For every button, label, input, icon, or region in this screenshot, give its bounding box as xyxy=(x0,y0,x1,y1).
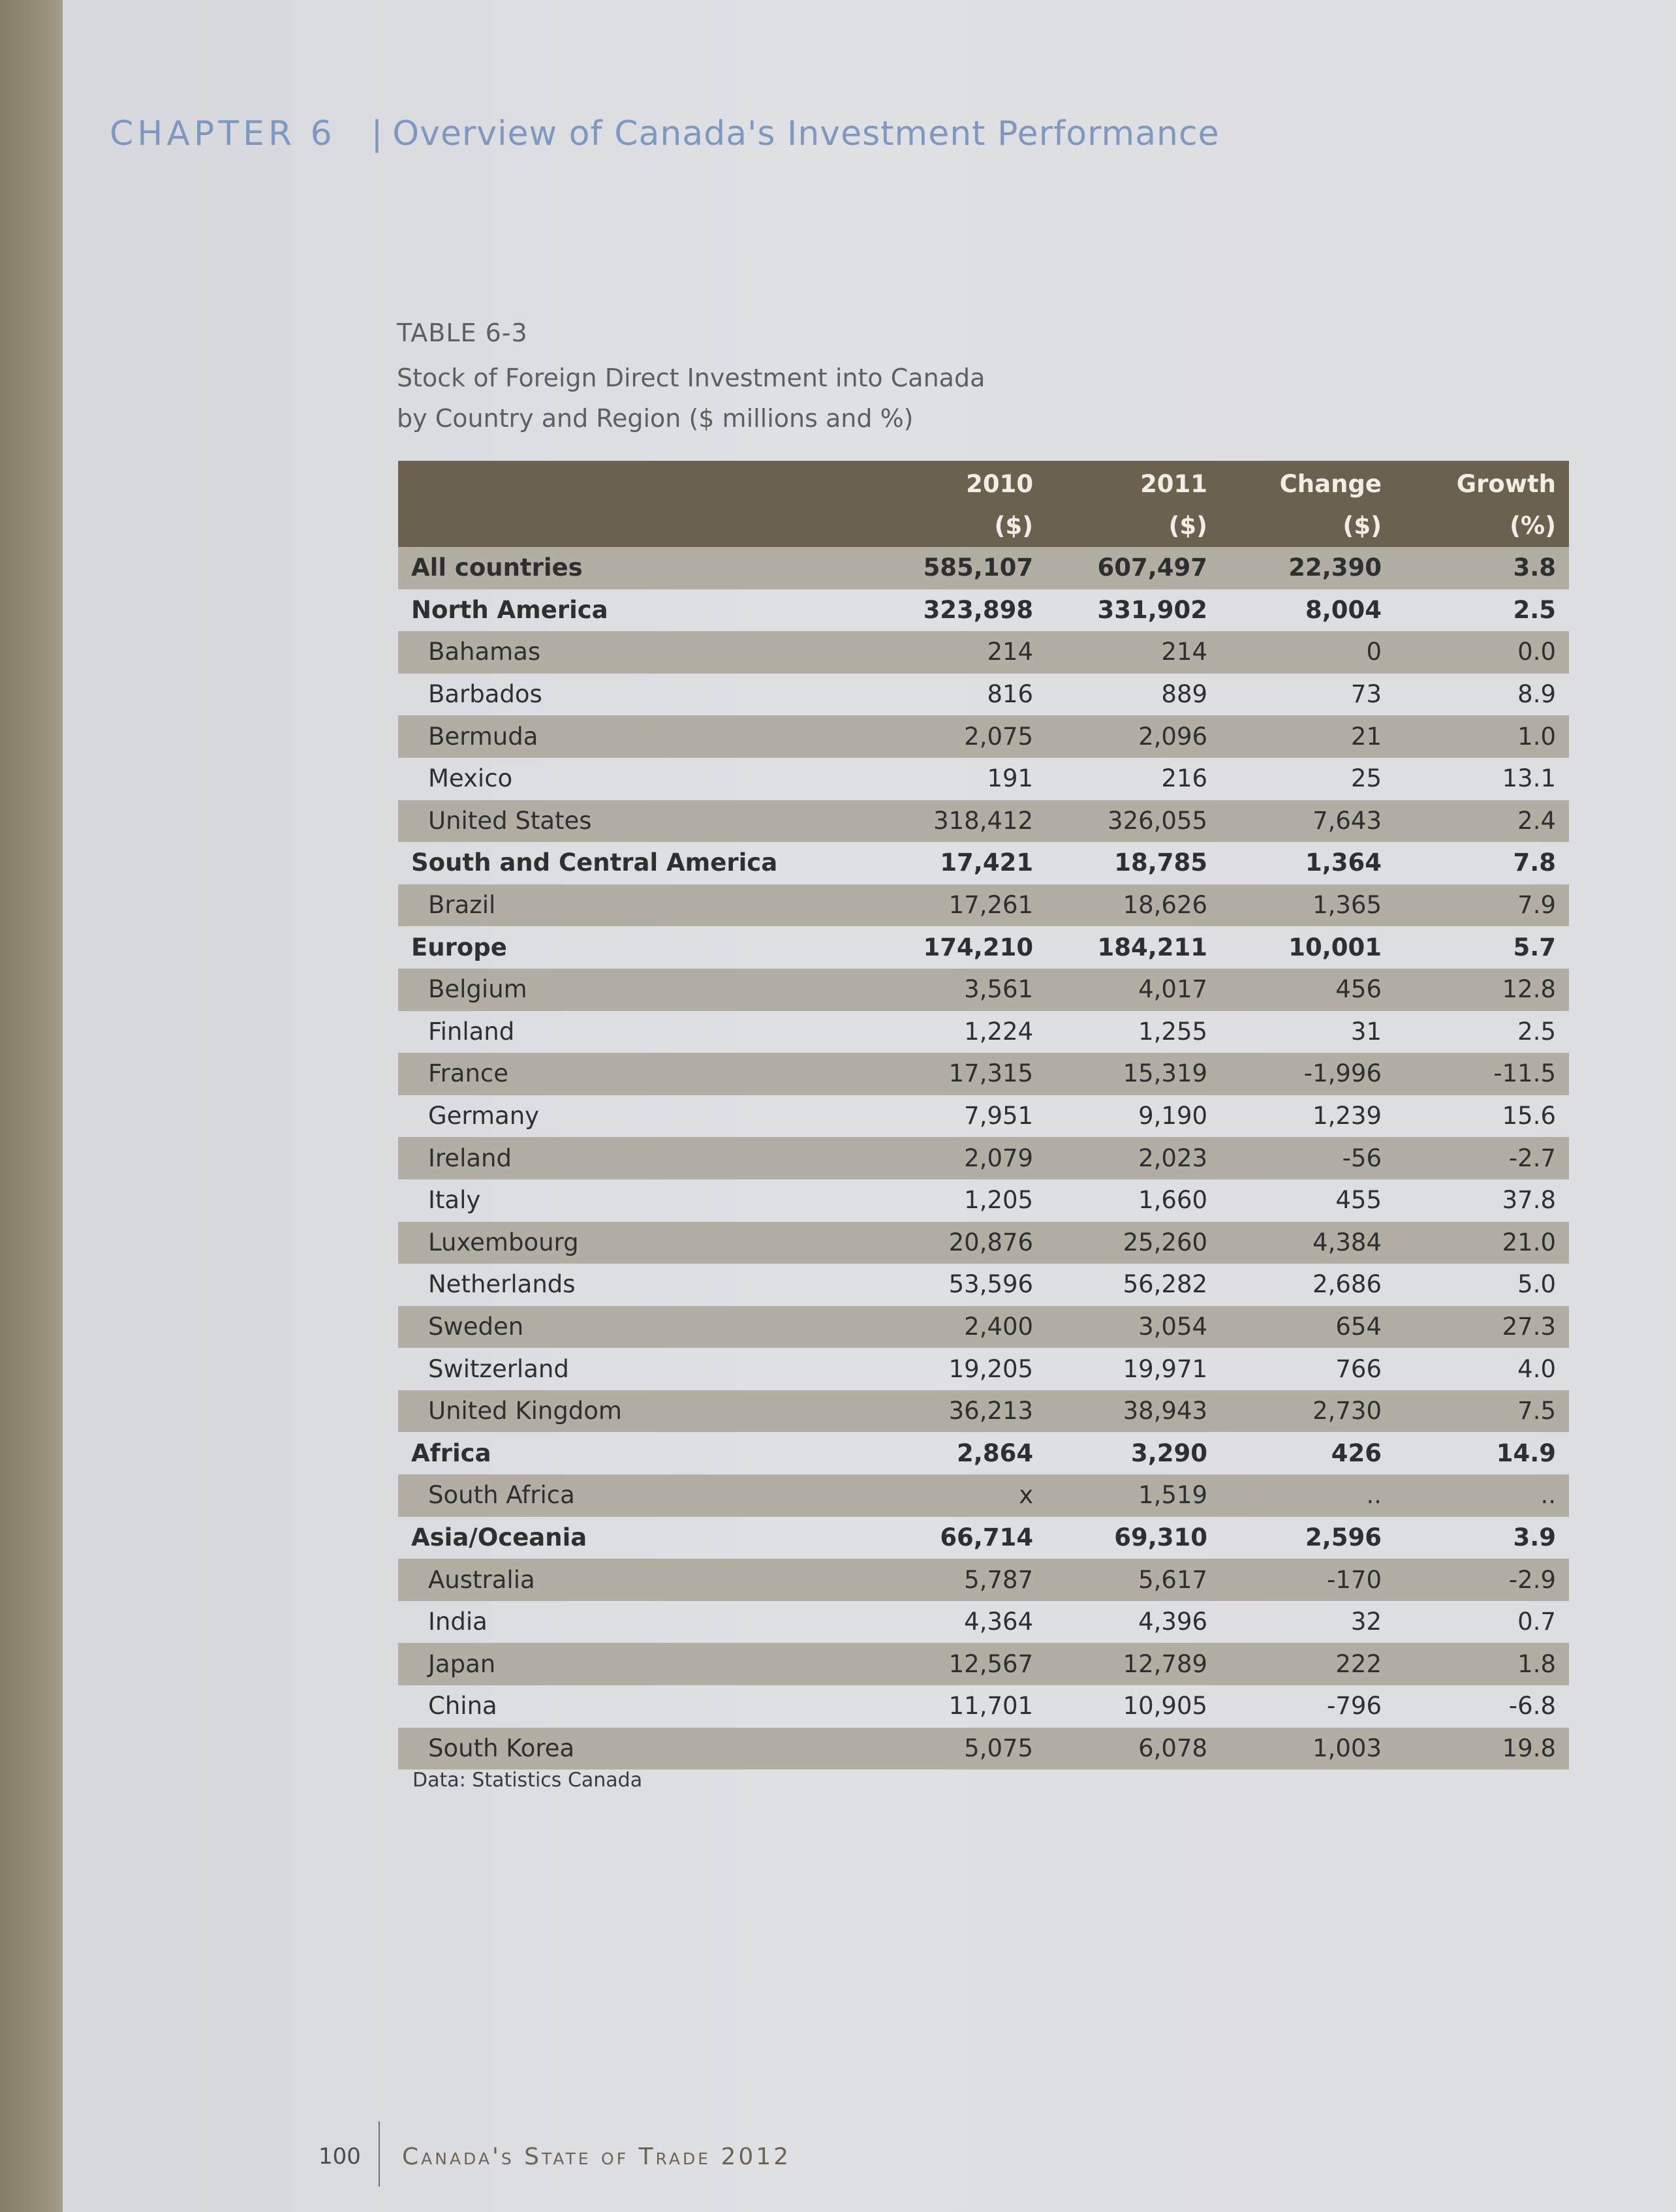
table-row xyxy=(398,1728,1569,1770)
row-label: United States xyxy=(398,800,872,843)
row-label: Luxembourg xyxy=(398,1222,872,1264)
value-2011: 9,190 xyxy=(1138,1102,1208,1130)
value-2011: 56,282 xyxy=(1123,1270,1208,1299)
value-2011: 69,310 xyxy=(1114,1523,1208,1551)
value-growth: 27.3 xyxy=(1395,1306,1569,1348)
column-header: Change xyxy=(1220,461,1395,505)
value-2011: 15,319 xyxy=(1046,1053,1220,1095)
row-label: Bermuda xyxy=(398,715,872,758)
value-growth: 1.8 xyxy=(1395,1643,1569,1685)
table-row xyxy=(398,1179,1569,1222)
value-2011: 1,255 xyxy=(1138,1017,1208,1046)
value-growth: 5.7 xyxy=(1513,933,1556,961)
value-2010: 17,261 xyxy=(872,884,1046,927)
source-note: Data: Statistics Canada xyxy=(412,1769,643,1792)
table-row xyxy=(398,1306,1569,1348)
value-growth: 14.9 xyxy=(1496,1439,1556,1467)
value-growth: 0.7 xyxy=(1517,1608,1556,1636)
table-row xyxy=(398,1559,1569,1601)
value-2010: 12,567 xyxy=(872,1643,1046,1685)
value-change: 766 xyxy=(1335,1354,1382,1383)
value-2010: 2,079 xyxy=(872,1137,1046,1179)
value-2011: 18,626 xyxy=(1046,884,1220,927)
header-blank xyxy=(398,505,872,547)
value-2011: 4,017 xyxy=(1046,969,1220,1011)
value-2011: 4,396 xyxy=(1138,1608,1208,1636)
row-label: North America xyxy=(411,595,608,624)
value-growth: 2.5 xyxy=(1517,1017,1556,1046)
value-growth: 3.8 xyxy=(1395,547,1569,589)
column-unit: ($) xyxy=(1046,505,1220,547)
value-growth: 7.8 xyxy=(1513,849,1556,877)
value-change: 455 xyxy=(1335,1186,1382,1215)
row-label: Asia/Oceania xyxy=(411,1523,587,1551)
row-label: Japan xyxy=(398,1643,872,1685)
row-label: France xyxy=(398,1053,872,1095)
table-header xyxy=(398,461,1569,547)
table-row xyxy=(398,674,1569,716)
row-label: Finland xyxy=(428,1017,515,1046)
column-header: Growth xyxy=(1395,461,1569,505)
row-label: China xyxy=(428,1692,497,1721)
fdi-table xyxy=(398,461,1569,1769)
value-2010: 20,876 xyxy=(872,1222,1046,1264)
value-change: -1,996 xyxy=(1220,1053,1395,1095)
value-2011: 889 xyxy=(1161,680,1208,709)
value-growth: 1.0 xyxy=(1395,715,1569,758)
value-change: 426 xyxy=(1331,1439,1382,1467)
page-number: 100 xyxy=(318,2143,361,2170)
publication-title: Canada's State of Trade 2012 xyxy=(402,2143,792,2170)
table-row xyxy=(398,1137,1569,1179)
value-growth: -11.5 xyxy=(1395,1053,1569,1095)
value-2011: 12,789 xyxy=(1046,1643,1220,1685)
value-change: 25 xyxy=(1350,764,1382,793)
row-label: Sweden xyxy=(398,1306,872,1348)
row-label: South Korea xyxy=(398,1728,872,1770)
footer-divider xyxy=(379,2121,380,2187)
chapter-header xyxy=(110,111,1220,157)
table-row xyxy=(398,1601,1569,1643)
value-growth: -2.9 xyxy=(1395,1559,1569,1601)
row-label: South Africa xyxy=(398,1474,872,1517)
header-row-top xyxy=(398,461,1569,505)
table-row xyxy=(398,969,1569,1011)
row-label: Bahamas xyxy=(398,631,872,674)
value-2010: 2,075 xyxy=(872,715,1046,758)
value-change: 222 xyxy=(1220,1643,1395,1685)
value-2010: 2,400 xyxy=(872,1306,1046,1348)
value-2010: 191 xyxy=(987,764,1034,793)
value-growth: 15.6 xyxy=(1502,1102,1556,1130)
value-change: 7,643 xyxy=(1220,800,1395,843)
table-body xyxy=(398,547,1569,1769)
table-row xyxy=(398,631,1569,674)
chapter-title: Overview of Canada's Investment Performance xyxy=(392,114,1220,153)
value-2011: 3,054 xyxy=(1046,1306,1220,1348)
value-2011: 2,023 xyxy=(1046,1137,1220,1179)
table-row xyxy=(398,800,1569,843)
value-change: 10,001 xyxy=(1288,933,1382,961)
table-label: TABLE 6-3 xyxy=(397,319,528,347)
row-label: Ireland xyxy=(398,1137,872,1179)
value-growth: .. xyxy=(1395,1474,1569,1517)
value-growth: 13.1 xyxy=(1502,764,1556,793)
value-2010: 4,364 xyxy=(964,1608,1034,1636)
value-2011: 5,617 xyxy=(1046,1559,1220,1601)
column-unit: ($) xyxy=(1220,505,1395,547)
value-change: 21 xyxy=(1220,715,1395,758)
value-2010: x xyxy=(872,1474,1046,1517)
row-label: India xyxy=(428,1608,488,1636)
table-row xyxy=(398,1011,1569,1053)
value-change: 22,390 xyxy=(1220,547,1395,589)
value-2010: 11,701 xyxy=(948,1692,1034,1721)
row-label: Brazil xyxy=(398,884,872,927)
value-growth: 7.5 xyxy=(1395,1390,1569,1433)
row-label: Switzerland xyxy=(428,1354,569,1383)
table-row xyxy=(398,1222,1569,1264)
table-title xyxy=(397,358,985,439)
value-2011: 3,290 xyxy=(1131,1439,1208,1467)
row-label: United Kingdom xyxy=(398,1390,872,1433)
value-2010: 5,787 xyxy=(872,1559,1046,1601)
value-growth: -2.7 xyxy=(1395,1137,1569,1179)
value-2011: 607,497 xyxy=(1046,547,1220,589)
value-growth: 0.0 xyxy=(1395,631,1569,674)
value-2010: 53,596 xyxy=(948,1270,1034,1299)
column-header: 2010 xyxy=(872,461,1046,505)
header-row-units xyxy=(398,505,1569,547)
value-change: 456 xyxy=(1220,969,1395,1011)
value-2011: 331,902 xyxy=(1097,595,1208,624)
value-2011: 1,519 xyxy=(1046,1474,1220,1517)
value-change: 1,239 xyxy=(1312,1102,1382,1130)
column-header: 2011 xyxy=(1046,461,1220,505)
value-growth: -6.8 xyxy=(1508,1692,1556,1721)
value-2010: 17,315 xyxy=(872,1053,1046,1095)
value-change: 31 xyxy=(1350,1017,1382,1046)
table-row xyxy=(398,547,1569,589)
table-row xyxy=(398,1432,1569,1474)
value-growth: 4.0 xyxy=(1517,1354,1556,1383)
row-label: All countries xyxy=(398,547,872,589)
value-2010: 5,075 xyxy=(872,1728,1046,1770)
value-2011: 326,055 xyxy=(1046,800,1220,843)
value-change: -170 xyxy=(1220,1559,1395,1601)
value-change: 32 xyxy=(1350,1608,1382,1636)
value-growth: 3.9 xyxy=(1513,1523,1556,1551)
value-2010: 816 xyxy=(987,680,1034,709)
table-row xyxy=(398,1474,1569,1517)
value-change: 8,004 xyxy=(1305,595,1382,624)
value-change: 2,686 xyxy=(1312,1270,1382,1299)
value-2011: 10,905 xyxy=(1123,1692,1208,1721)
row-label: Germany xyxy=(428,1102,540,1130)
value-2011: 38,943 xyxy=(1046,1390,1220,1433)
table-row xyxy=(398,1095,1569,1138)
value-2011: 1,660 xyxy=(1138,1186,1208,1215)
row-label: Mexico xyxy=(428,764,513,793)
value-2011: 214 xyxy=(1046,631,1220,674)
row-label: Africa xyxy=(411,1439,491,1467)
value-2010: 1,205 xyxy=(964,1186,1034,1215)
value-2010: 2,864 xyxy=(957,1439,1034,1467)
value-growth: 8.9 xyxy=(1517,680,1556,709)
value-change: -56 xyxy=(1220,1137,1395,1179)
value-2011: 19,971 xyxy=(1123,1354,1208,1383)
value-growth: 19.8 xyxy=(1395,1728,1569,1770)
value-growth: 2.5 xyxy=(1513,595,1556,624)
value-2011: 2,096 xyxy=(1046,715,1220,758)
value-growth: 21.0 xyxy=(1395,1222,1569,1264)
value-growth: 37.8 xyxy=(1502,1186,1556,1215)
value-2011: 216 xyxy=(1161,764,1208,793)
value-2010: 17,421 xyxy=(940,849,1034,877)
value-2011: 25,260 xyxy=(1046,1222,1220,1264)
value-growth: 12.8 xyxy=(1395,969,1569,1011)
table-row xyxy=(398,842,1569,884)
header-separator: | xyxy=(371,114,384,153)
table-row xyxy=(398,1390,1569,1433)
value-change: 654 xyxy=(1220,1306,1395,1348)
value-growth: 2.4 xyxy=(1395,800,1569,843)
book-spine xyxy=(0,0,63,2212)
value-change: 1,003 xyxy=(1220,1728,1395,1770)
value-2011: 184,211 xyxy=(1097,933,1208,961)
value-change: 2,730 xyxy=(1220,1390,1395,1433)
table-row xyxy=(398,589,1569,632)
value-2010: 318,412 xyxy=(872,800,1046,843)
value-change: -796 xyxy=(1327,1692,1382,1721)
table-title-line-1: Stock of Foreign Direct Investment into Canada xyxy=(397,364,985,392)
row-label: South and Central America xyxy=(411,849,778,877)
table-row xyxy=(398,926,1569,969)
row-label: Europe xyxy=(411,933,507,961)
table-row xyxy=(398,1643,1569,1685)
value-2011: 18,785 xyxy=(1114,849,1208,877)
row-label: Australia xyxy=(398,1559,872,1601)
table-row xyxy=(398,715,1569,758)
value-growth: 7.9 xyxy=(1395,884,1569,927)
value-change: 4,384 xyxy=(1220,1222,1395,1264)
table-row xyxy=(398,1685,1569,1728)
value-2010: 323,898 xyxy=(923,595,1034,624)
value-2010: 1,224 xyxy=(964,1017,1034,1046)
column-unit: ($) xyxy=(872,505,1046,547)
table-caption xyxy=(397,313,985,439)
value-change: 73 xyxy=(1350,680,1382,709)
table-row xyxy=(398,1264,1569,1306)
row-label: Barbados xyxy=(428,680,542,709)
value-change: 2,596 xyxy=(1305,1523,1382,1551)
value-change: 1,364 xyxy=(1305,849,1382,877)
column-unit: (%) xyxy=(1395,505,1569,547)
table-row xyxy=(398,758,1569,800)
row-label: Netherlands xyxy=(428,1270,576,1299)
row-label: Italy xyxy=(428,1186,481,1215)
header-blank xyxy=(398,461,872,505)
value-2010: 19,205 xyxy=(948,1354,1034,1383)
value-2010: 36,213 xyxy=(872,1390,1046,1433)
table-row xyxy=(398,1517,1569,1559)
value-2010: 66,714 xyxy=(940,1523,1034,1551)
table-row xyxy=(398,1348,1569,1390)
value-2010: 174,210 xyxy=(923,933,1034,961)
value-2011: 6,078 xyxy=(1046,1728,1220,1770)
table-title-line-2: by Country and Region ($ millions and %) xyxy=(397,404,914,433)
value-2010: 214 xyxy=(872,631,1046,674)
value-2010: 585,107 xyxy=(872,547,1046,589)
value-2010: 7,951 xyxy=(964,1102,1034,1130)
value-change: 0 xyxy=(1220,631,1395,674)
table-row xyxy=(398,1053,1569,1095)
value-growth: 5.0 xyxy=(1517,1270,1556,1299)
table-row xyxy=(398,884,1569,927)
chapter-label: CHAPTER 6 xyxy=(110,114,336,153)
value-change: .. xyxy=(1220,1474,1395,1517)
row-label: Belgium xyxy=(398,969,872,1011)
value-2010: 3,561 xyxy=(872,969,1046,1011)
value-change: 1,365 xyxy=(1220,884,1395,927)
